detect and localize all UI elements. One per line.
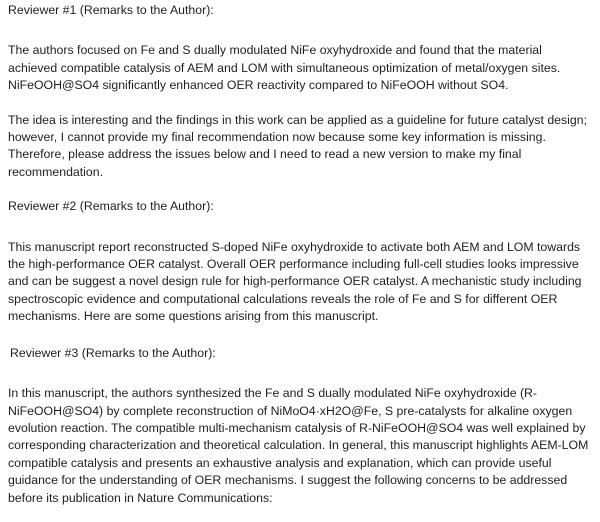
reviewer-1-paragraph-2: The idea is interesting and the findings in this work can be applied as a guideline for future catalyst design; however, I cannot provide my final recommendation now because some key information is missing. Therefore, please address the issues below and I need to read a new version to make my final recommendation. [8, 112, 587, 179]
reviewer-2-paragraph-1: This manuscript report reconstructed S-doped NiFe oxyhydroxide to activate both AEM and LOM towards the high-performance OER catalyst. Overall OER performance including full-cell studies looks impressive and can be suggest a novel design rule for high-performance OER catalyst. A mechanistic study including spectroscopic evidence and computational calculations reveals the role of Fe and S for different OER mechanisms. Here are some questions arising from this manuscript. [8, 239, 582, 324]
reviewer-3-heading: Reviewer #3 (Remarks to the Author): [10, 345, 216, 360]
reviewer-3-paragraph-1: In this manuscript, the authors synthesized the Fe and S dually modulated NiFe oxyhydroxide (R-NiFeOOH@SO4) by complete reconstruction of NiMoO4·xH2O@Fe, S pre-catalysts for alkaline oxygen evolution reaction. The compatible multi-mechanism catalysis of R-NiFeOOH@SO4 was well explained by corresponding characterization and theoretical calculation. In general, this manuscript highlights AEM-LOM compatible catalysis and presents an exhaustive analysis and explanation, which can provide useful guidance for the understanding of OER mechanisms. I suggest the following concerns to be addressed before its publication in Nature Communications: [8, 386, 589, 505]
reviewer-1-heading: Reviewer #1 (Remarks to the Author): [8, 3, 214, 17]
reviewer-2-heading: Reviewer #2 (Remarks to the Author): [8, 199, 214, 214]
reviewer-1-paragraph-1: The authors focused on Fe and S dually modulated NiFe oxyhydroxide and found that the material achieved compatible catalysis of AEM and LOM with simultaneous optimization of metal/oxygen sites. NiFeOOH@SO4 significantly enhanced OER reactivity compared to NiFeOOH without SO4. [8, 43, 561, 93]
